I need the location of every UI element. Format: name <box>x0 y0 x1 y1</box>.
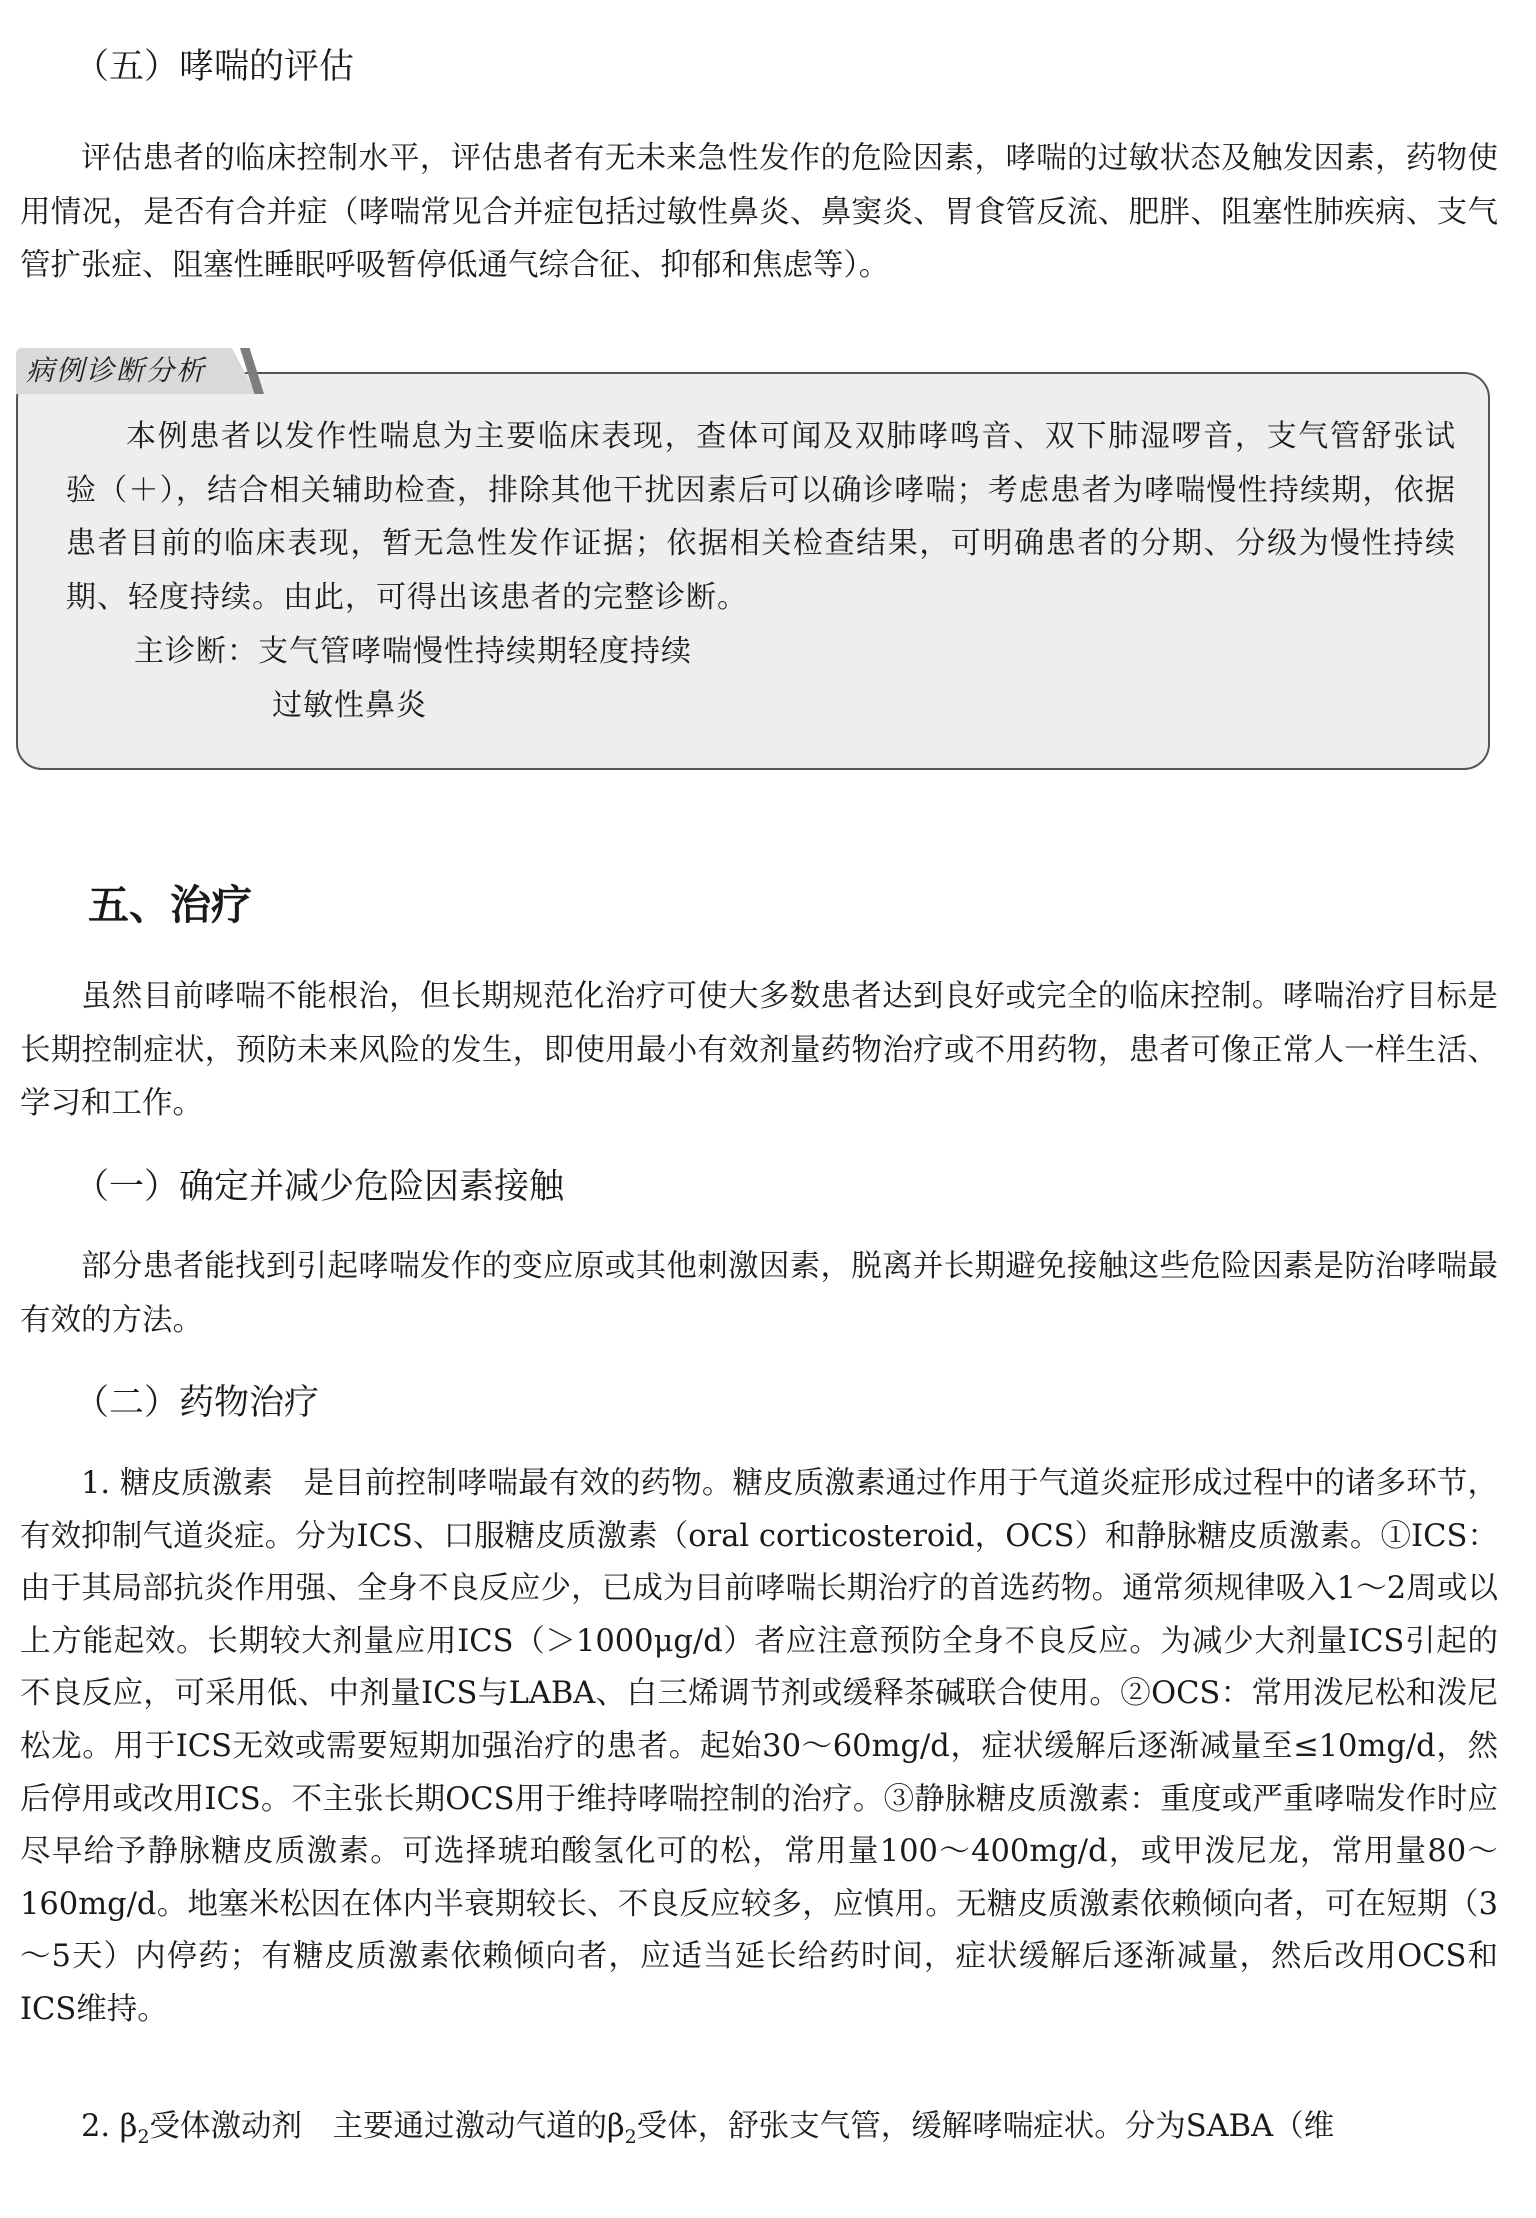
assessment-paragraph: 评估患者的临床控制水平，评估患者有无未来急性发作的危险因素，哮喘的过敏状态及触发因素，药物使用情况，是否有合并症（哮喘常见合并症包括过敏性鼻炎、鼻窦炎、胃食管反流、肥胖、阻塞性肺疾病、支气管扩张症、阻塞性睡眠呼吸暂停低通气综合征、抑郁和焦虑等）。 <box>20 141 1498 283</box>
diagnosis-primary: 支气管哮喘慢性持续期轻度持续 <box>258 634 692 669</box>
main-diagnosis-label: 主诊断： <box>134 634 258 669</box>
section-heading-assessment: （五）哮喘的评估 <box>74 47 355 87</box>
case-diagnosis <box>134 625 692 732</box>
treatment-intro: 虽然目前哮喘不能根治，但长期规范化治疗可使大多数患者达到良好或完全的临床控制。哮喘治疗目标是长期控制症状，预防未来风险的发生，即使用最小有效剂量药物治疗或不用药物，患者可像正常人一样生活、学习和工作。 <box>20 979 1498 1121</box>
section-heading-treatment: 五、治疗 <box>88 881 252 929</box>
risk-factors-paragraph: 部分患者能找到引起哮喘发作的变应原或其他刺激因素，脱离并长期避免接触这些危险因素是防治哮喘最有效的方法。 <box>20 1249 1498 1338</box>
subheading-drug-therapy: （二）药物治疗 <box>74 1383 320 1423</box>
item2-subscript-2: 2 <box>624 2126 637 2149</box>
item2-prefix: 2. β <box>81 2109 138 2144</box>
drug-item-beta2-agonist <box>20 2100 1498 2165</box>
diagnosis-secondary: 过敏性鼻炎 <box>272 687 427 723</box>
item2-subscript: 2 <box>137 2126 150 2149</box>
case-analysis-text: 本例患者以发作性喘息为主要临床表现，查体可闻及双肺哮鸣音、双下肺湿啰音，支气管舒张试验（＋），结合相关辅助检查，排除其他干扰因素后可以确诊哮喘；考虑患者为哮喘慢性持续期，依据患者目前的临床表现，暂无急性发作证据；依据相关检查结果，可明确患者的分期、分级为慢性持续期、轻度持续。由此，可得出该患者的完整诊断。 <box>66 419 1456 615</box>
case-analysis-label: 病例诊断分析 <box>26 354 207 387</box>
item2-mid: 受体激动剂 主要通过激动气道的β <box>149 2109 625 2144</box>
subheading-risk-factors: （一）确定并减少危险因素接触 <box>74 1167 565 1207</box>
drug-item-glucocorticoid: 1. 糖皮质激素 是目前控制哮喘最有效的药物。糖皮质激素通过作用于气道炎症形成过程中的诸多环节，有效抑制气道炎症。分为ICS、口服糖皮质激素（oral corticosteroid，OCS）和静脉糖皮质激素。①ICS：由于其局部抗炎作用强、全身不良反应少，已成为目前哮喘长期治疗的首选药物。通常须规律吸入1～2周或以上方能起效。长期较大剂量应用ICS（＞1000μg/d）者应注意预防全身不良反应。为减少大剂量ICS引起的不良反应，可采用低、中剂量ICS与LABA、白三烯调节剂或缓释茶碱联合使用。②OCS：常用泼尼松和泼尼松龙。用于ICS无效或需要短期加强治疗的患者。起始30～60mg/d，症状缓解后逐渐减量至≤10mg/d，然后停用或改用ICS。不主张长期OCS用于维持哮喘控制的治疗。③静脉糖皮质激素：重度或严重哮喘发作时应尽早给予静脉糖皮质激素。可选择琥珀酸氢化可的松，常用量100～400mg/d，或甲泼尼龙，常用量80～160mg/d。地塞米松因在体内半衰期较长、不良反应较多，应慎用。无糖皮质激素依赖倾向者，可在短期（3～5天）内停药；有糖皮质激素依赖倾向者，应适当延长给药时间，症状缓解后逐渐减量，然后改用OCS和ICS维持。 <box>20 1466 1498 2027</box>
item2-rest: 受体，舒张支气管，缓解哮喘症状。分为SABA（维 <box>636 2109 1335 2144</box>
